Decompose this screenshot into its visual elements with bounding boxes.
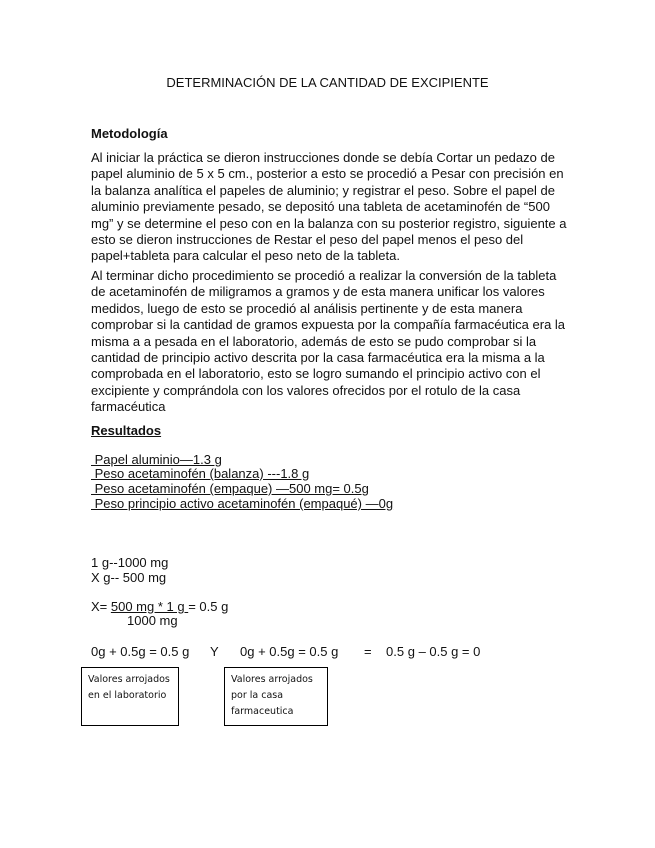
equation-y-separator: Y <box>210 644 219 659</box>
methodology-paragraph-1 <box>91 150 571 265</box>
box-lab-values <box>81 667 179 726</box>
formula-result: = 0.5 g <box>188 599 229 614</box>
box-company-values <box>224 667 328 726</box>
results-heading: Resultados <box>91 423 162 438</box>
equation-company: 0g + 0.5g = 0.5 g <box>240 644 339 659</box>
equation-difference: = 0.5 g – 0.5 g = 0 <box>364 644 481 659</box>
methodology-heading: Metodología <box>91 126 168 141</box>
methodology-paragraph-2 <box>91 268 571 416</box>
result-line-empaque: Peso acetaminofén (empaque) —500 mg= 0.5g <box>91 481 369 496</box>
formula-denominator: 1000 mg <box>127 613 178 628</box>
calc-formula <box>91 599 228 614</box>
formula-prefix: X= <box>91 599 111 614</box>
result-line-principio-activo: Peso principio activo acetaminofén (empaqué) —0g <box>91 496 394 511</box>
result-line-balanza: Peso acetaminofén (balanza) ---1.8 g <box>91 466 310 481</box>
paragraph-2-text: Al terminar dicho procedimiento se procedió a realizar la conversión de la tableta de acetaminofén de miligramos a gramos y de esta manera unificar los valores medidos, luego de esto se procedió al análisis pertinente y de esta manera comprobar si la cantidad de gramos expuesta por la compañía farmacéutica era la misma a a pesada en el laboratorio, además de esto se pudo comprobar si la cantidad de principio activo descrita por la casa farmacéutica era la misma a la comprobada en el laboratorio, esto se logro sumando el principio activo con el excipiente y comprándola con los valores ofrecidos por el rotulo de la casa farmacéutica <box>91 268 566 415</box>
formula-numerator: 500 mg * 1 g <box>110 599 189 614</box>
document-title: DETERMINACIÓN DE LA CANTIDAD DE EXCIPIENTE <box>166 75 489 90</box>
box-lab-label: Valores arrojados en el laboratorio <box>88 674 170 701</box>
paragraph-1-text: Al iniciar la práctica se dieron instrucciones donde se debía Cortar un pedazo de papel aluminio de 5 x 5 cm., posterior a esto se procedió a Pesar con precisión en la balanza analítica el papeles de aluminio; y registrar el peso. Sobre el papel de aluminio previamente pesado, se depositó una tableta de acetaminofén de “500 mg” y se determine el peso con en la balanza con su posterior registro, siguiente a esto se dieron instrucciones de Restar el peso del papel menos el peso del papel+tableta para calcular el peso neto de la tableta. <box>91 150 567 264</box>
box-company-label: Valores arrojados por la casa farmaceutica <box>231 674 313 717</box>
result-line-aluminio: Papel aluminio—1.3 g <box>91 452 222 467</box>
equation-lab: 0g + 0.5g = 0.5 g <box>91 644 190 659</box>
calc-line-1: 1 g--1000 mg <box>91 555 169 570</box>
calc-line-2: X g-- 500 mg <box>91 570 167 585</box>
